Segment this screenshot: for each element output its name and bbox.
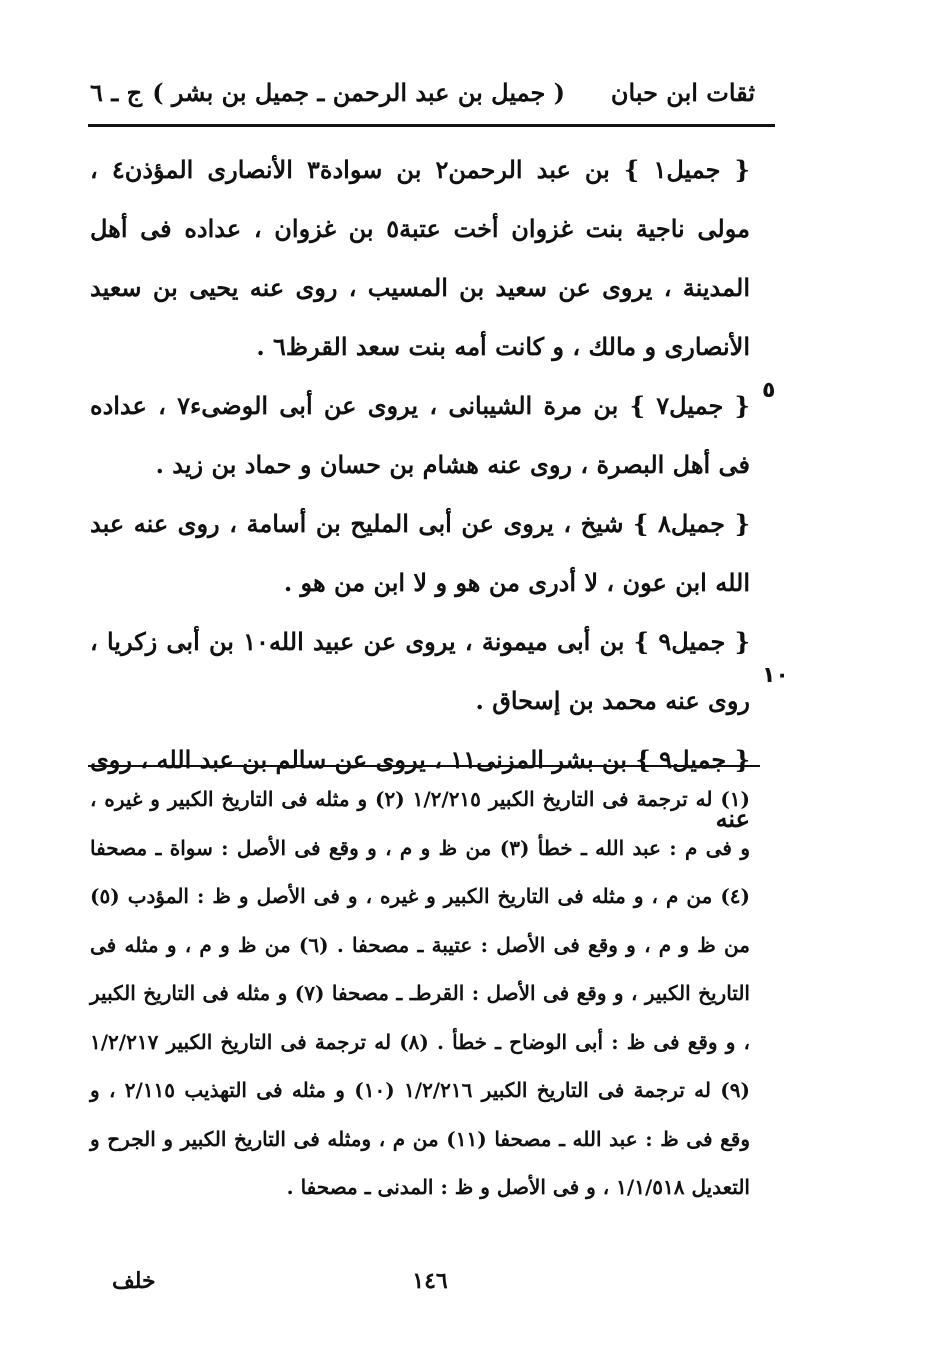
footnote-rule: [88, 765, 760, 767]
entry-jamil-ibn-murra: { جميل٧ } بن مرة الشيبانى ، يروى عن أبى الوضىء٧ ، عداده فى أهل البصرة ، روى عنه هشام بن حسان و حماد بن زيد .: [90, 391, 750, 479]
volume-label: ج ـ ٦: [90, 78, 143, 107]
line-number-5: ٥: [762, 378, 776, 403]
page-number: ١٤٦: [412, 1268, 448, 1294]
entry-jamil-ibn-bishr: { جميل٩ } بن بشر المزنى١١ ، يروى عن سالم بن عبد الله ، روى عنه: [90, 745, 751, 833]
entry-jamil-ibn-abd-al-rahman: { جميل١ } بن عبد الرحمن٢ بن سوادة٣ الأنصارى المؤذن٤ ، مولى ناجية بنت غزوان أخت عتبة٥ بن غزوان ، عداده فى أهل المدينة ، يروى عن سعيد بن المسيب ، روى عنه يحيى بن سعيد الأنصارى و مالك ، و كانت أمه بنت سعد القرظ٦ .: [90, 155, 750, 361]
header-rule: [88, 124, 775, 127]
catchword: خلف: [112, 1268, 156, 1294]
running-header: [90, 70, 755, 122]
entry-jamil-shaykh: { جميل٨ } شيخ ، يروى عن أبى المليح بن أسامة ، روى عنه عبد الله ابن عون ، لا أدرى من هو و لا ابن من هو .: [90, 509, 751, 597]
line-number-10: ١٠: [762, 663, 789, 688]
footnotes: (١) له ترجمة فى التاريخ الكبير ١/٢/٢١٥ (٢) و مثله فى التاريخ الكبير و غيره ، و فى م : عبد الله ـ خطأ (٣) من ظ و م ، و وقع فى الأصل : سواة ـ مصحفا (٤) من م ، و مثله فى التاريخ الكبير و غيره ، و فى الأصل و ظ : المؤدب (٥) من ظ و م ، و وقع فى الأصل : عتيبة ـ مصحفا . (٦) من ظ و م ، و مثله فى التاريخ الكبير ، و وقع فى الأصل : القرطـ ـ مصحفا (٧) و مثله فى التاريخ الكبير ، و وقع فى ظ : أبى الوضاح ـ خطأ . (٨) له ترجمة فى التاريخ الكبير ١/٢/٢١٧ (٩) له ترجمة فى التاريخ الكبير ١/٢/٢١٦ (١٠) و مثله فى التهذيب ٢/١١٥ ، و وقع فى ظ : عبد الله ـ مصحفا (١١) من م ، ومثله فى التاريخ الكبير و الجرح و التعديل ١/١/٥١٨ ، و فى الأصل و ظ : المدنى ـ مصحفا .: [90, 787, 751, 1199]
entry-jamil-ibn-abi-maymuna: { جميل٩ } بن أبى ميمونة ، يروى عن عبيد الله١٠ بن أبى زكريا ، روى عنه محمد بن إسحاق .: [90, 627, 751, 715]
main-text: [90, 140, 750, 848]
book-title: ثقات ابن حبان: [610, 78, 755, 107]
entry-range: ( جميل بن عبد الرحمن ـ جميل بن بشر ): [152, 78, 565, 107]
